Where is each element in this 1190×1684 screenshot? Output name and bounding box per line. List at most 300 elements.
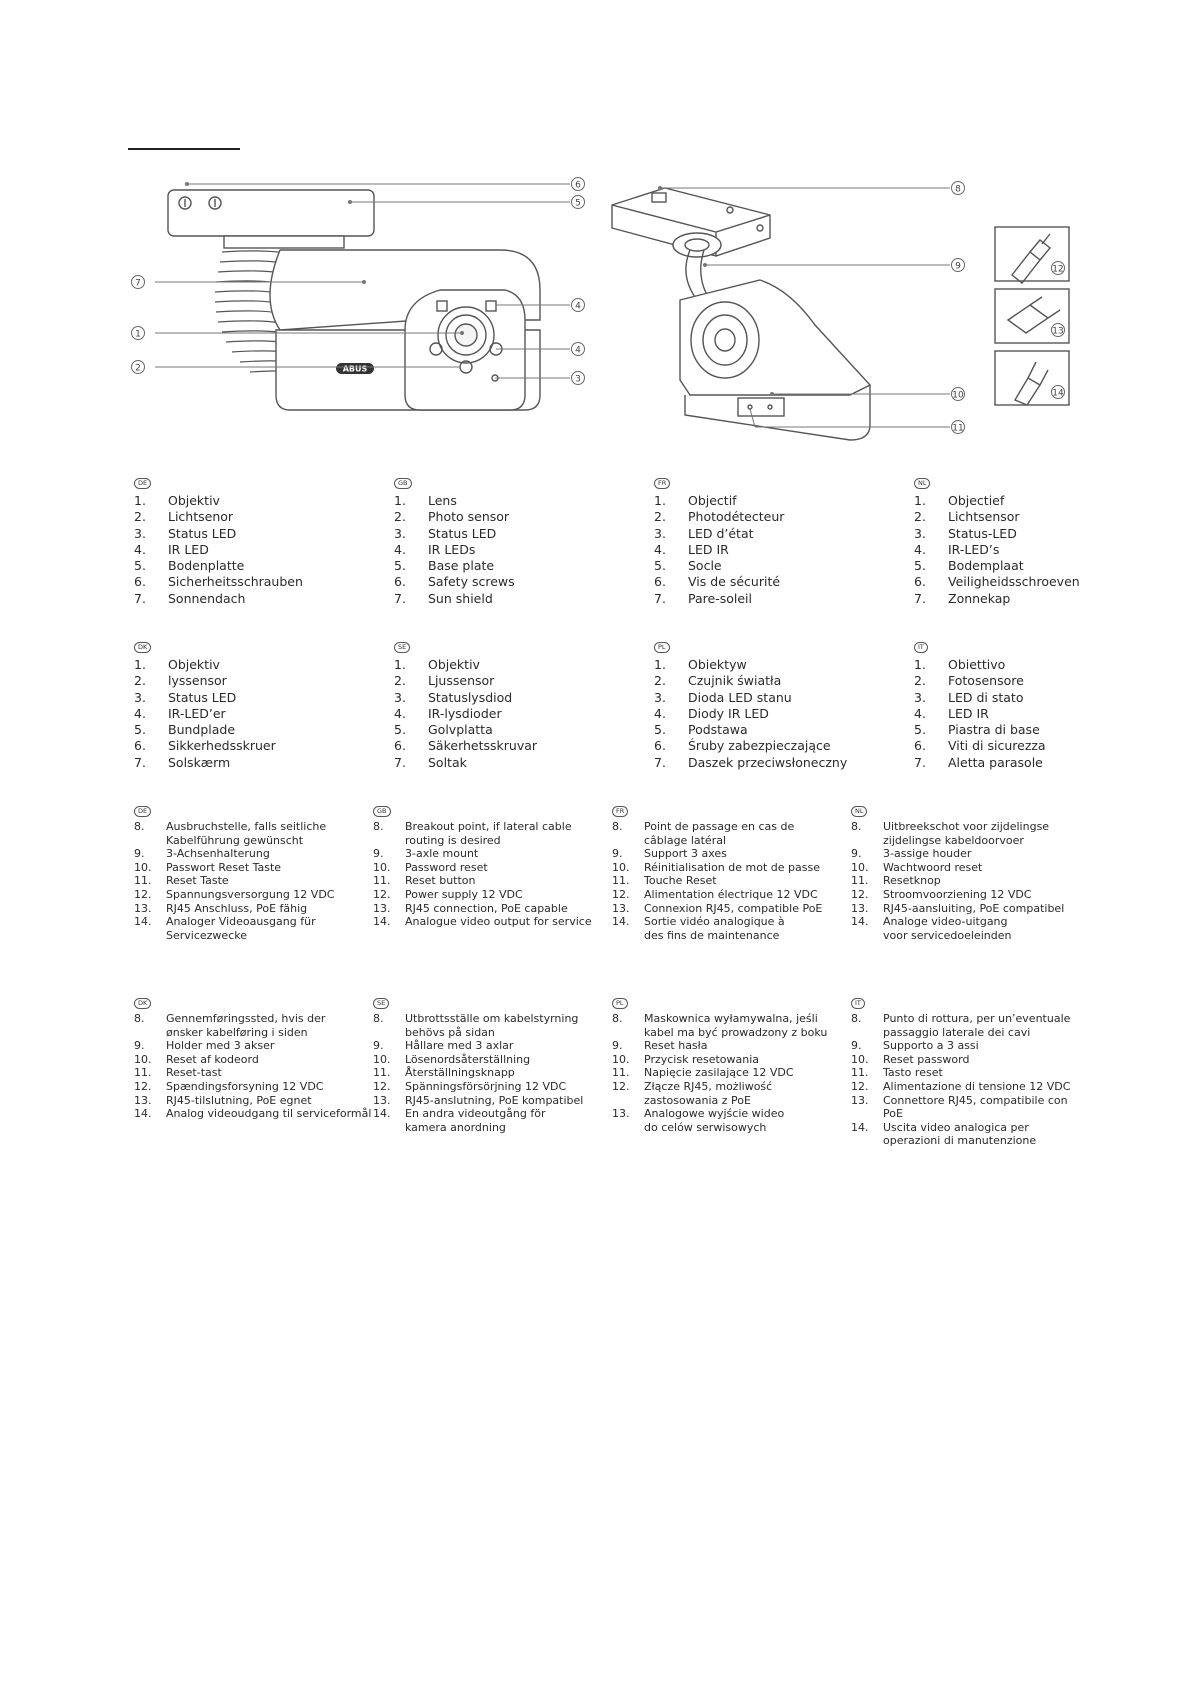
list-item bbox=[373, 1066, 612, 1080]
item-number: 9. bbox=[851, 1039, 862, 1053]
item-number: 14. bbox=[134, 915, 152, 929]
item-label: LED d’état bbox=[688, 525, 754, 541]
parts-list-gb-rear bbox=[373, 798, 618, 929]
item-number: 7. bbox=[134, 590, 146, 606]
list-item bbox=[654, 657, 847, 673]
item-label: Reset-tast bbox=[166, 1066, 222, 1080]
parts-list-nl bbox=[914, 470, 1080, 607]
item-label: Solskærm bbox=[168, 754, 231, 770]
list-item bbox=[134, 1012, 373, 1039]
list-item bbox=[914, 558, 1080, 574]
list-item bbox=[654, 591, 784, 607]
item-label: Photodétecteur bbox=[688, 509, 785, 525]
flag-label: NL bbox=[851, 806, 867, 817]
item-number: 13. bbox=[134, 901, 152, 915]
list-item bbox=[851, 1039, 1090, 1053]
item-label: IR LEDs bbox=[428, 541, 476, 557]
parts-list-nl-rear bbox=[851, 798, 1086, 942]
parts-list-pl bbox=[654, 634, 847, 771]
item-label: Piastra di base bbox=[948, 722, 1040, 738]
list-item bbox=[654, 690, 847, 706]
item-number: 3. bbox=[134, 525, 146, 541]
parts-list-de bbox=[134, 470, 303, 607]
svg-text:5: 5 bbox=[575, 198, 581, 209]
item-number: 13. bbox=[134, 1093, 152, 1107]
item-number: 9. bbox=[134, 1039, 145, 1053]
item-label: Diody IR LED bbox=[688, 705, 769, 721]
item-label: Socle bbox=[688, 558, 722, 574]
item-number: 8. bbox=[612, 1012, 623, 1025]
item-label: Analogowe wyjście wideo do celów serwisowych bbox=[644, 1107, 785, 1134]
list-item bbox=[134, 755, 276, 771]
parts-list-fr-rear bbox=[612, 798, 847, 942]
flag-label: NL bbox=[914, 478, 930, 489]
item-number: 7. bbox=[394, 754, 406, 770]
item-label: Sortie vidéo analogique à des fins de maintenance bbox=[644, 915, 785, 942]
item-label: Connettore RJ45, compatibile con PoE bbox=[883, 1093, 1068, 1121]
list-item bbox=[851, 1094, 1090, 1121]
item-number: 14. bbox=[134, 1107, 152, 1121]
list-item bbox=[851, 1012, 1090, 1039]
item-label: Pare-soleil bbox=[688, 590, 752, 606]
item-label: Lens bbox=[428, 493, 457, 508]
list-item bbox=[612, 902, 847, 916]
item-number: 6. bbox=[654, 738, 666, 754]
list-item bbox=[914, 722, 1046, 738]
parts-list-fr bbox=[654, 470, 784, 607]
parts-items bbox=[914, 493, 1080, 607]
list-item bbox=[373, 1080, 612, 1094]
svg-text:4: 4 bbox=[575, 345, 581, 356]
item-label: Objectif bbox=[688, 493, 737, 508]
parts-items bbox=[134, 657, 276, 771]
item-label: Support 3 axes bbox=[644, 847, 727, 861]
item-label: Analog videoudgang til serviceformål bbox=[166, 1107, 372, 1121]
flag-label: DE bbox=[134, 806, 151, 817]
item-label: LED IR bbox=[688, 541, 729, 557]
item-number: 1. bbox=[134, 493, 146, 508]
item-label: Hållare med 3 axlar bbox=[405, 1039, 514, 1053]
item-label: IR-lysdioder bbox=[428, 705, 502, 721]
item-label: Reset hasła bbox=[644, 1039, 708, 1053]
item-label: Spannungsversorgung 12 VDC bbox=[166, 887, 335, 901]
item-label: Viti di sicurezza bbox=[948, 738, 1046, 754]
item-label: 3-axle mount bbox=[405, 847, 479, 861]
list-item bbox=[654, 738, 847, 754]
list-item bbox=[373, 1053, 612, 1067]
list-item bbox=[134, 657, 276, 673]
item-label: Daszek przeciwsłoneczny bbox=[688, 754, 848, 770]
parts-items bbox=[654, 657, 847, 771]
list-item bbox=[134, 722, 276, 738]
item-number: 6. bbox=[394, 738, 406, 754]
parts-items bbox=[134, 1012, 373, 1121]
svg-text:9: 9 bbox=[955, 261, 961, 272]
item-number: 7. bbox=[914, 754, 926, 770]
list-item bbox=[394, 755, 537, 771]
item-label: IR-LED’er bbox=[168, 705, 226, 721]
item-label: 3-assige houder bbox=[883, 847, 972, 861]
parts-list-it-rear bbox=[851, 990, 1090, 1148]
item-number: 3. bbox=[654, 525, 666, 541]
flag-label: IT bbox=[914, 642, 928, 653]
list-item bbox=[612, 847, 847, 861]
parts-list-dk bbox=[134, 634, 276, 771]
parts-items bbox=[914, 657, 1046, 771]
flag-label: DK bbox=[134, 998, 151, 1009]
list-item bbox=[851, 874, 1086, 888]
flag-label: SE bbox=[373, 998, 389, 1009]
item-number: 13. bbox=[612, 901, 630, 915]
item-label: Uscita video analogica per operazioni di manutenzione bbox=[883, 1120, 1037, 1148]
item-number: 11. bbox=[134, 874, 152, 888]
item-number: 6. bbox=[134, 574, 146, 590]
item-label: Utbrottsställe om kabelstyrning behövs på sidan bbox=[405, 1012, 579, 1039]
item-label: RJ45-aansluiting, PoE compatibel bbox=[883, 901, 1065, 915]
item-label: Gennemføringssted, hvis der ønsker kabelføring i siden bbox=[166, 1012, 326, 1039]
list-item bbox=[612, 1080, 851, 1107]
item-number: 2. bbox=[654, 509, 666, 525]
svg-text:7: 7 bbox=[135, 278, 141, 289]
item-number: 9. bbox=[612, 847, 623, 861]
item-label: 3-Achsenhalterung bbox=[166, 847, 270, 861]
item-label: En andra videoutgång för kamera anordning bbox=[405, 1107, 546, 1134]
list-item bbox=[134, 1094, 373, 1108]
item-number: 1. bbox=[394, 657, 406, 672]
list-item bbox=[914, 591, 1080, 607]
item-number: 9. bbox=[373, 1039, 384, 1053]
list-item bbox=[851, 1121, 1090, 1148]
item-label: Passwort Reset Taste bbox=[166, 860, 282, 874]
list-item bbox=[394, 722, 537, 738]
item-number: 4. bbox=[654, 705, 666, 721]
list-item bbox=[373, 1107, 612, 1134]
item-label: Veiligheidsschroeven bbox=[948, 574, 1080, 590]
item-number: 6. bbox=[914, 574, 926, 590]
camera-rear-view bbox=[612, 182, 1069, 441]
item-label: Bundplade bbox=[168, 722, 236, 738]
item-label: Podstawa bbox=[688, 722, 748, 738]
item-label: Base plate bbox=[428, 558, 495, 574]
item-number: 8. bbox=[134, 820, 145, 833]
list-item bbox=[851, 1080, 1090, 1094]
item-number: 13. bbox=[612, 1107, 630, 1121]
item-number: 13. bbox=[851, 1093, 869, 1107]
svg-text:11: 11 bbox=[952, 423, 964, 434]
item-number: 14. bbox=[851, 915, 869, 929]
item-label: Obiektyw bbox=[688, 657, 747, 672]
item-number: 5. bbox=[654, 558, 666, 574]
item-number: 13. bbox=[851, 901, 869, 915]
parts-list-de-rear bbox=[134, 798, 369, 942]
item-label: Reset af kodeord bbox=[166, 1052, 259, 1066]
item-number: 12. bbox=[134, 887, 152, 901]
list-item bbox=[654, 526, 784, 542]
item-number: 7. bbox=[654, 590, 666, 606]
item-number: 8. bbox=[134, 1012, 145, 1025]
list-item bbox=[394, 509, 515, 525]
list-item bbox=[914, 755, 1046, 771]
flag-label: GB bbox=[373, 806, 391, 817]
list-item bbox=[654, 722, 847, 738]
list-item bbox=[373, 1039, 612, 1053]
list-item bbox=[394, 574, 515, 590]
list-item bbox=[914, 738, 1046, 754]
list-item bbox=[914, 509, 1080, 525]
item-number: 6. bbox=[654, 574, 666, 590]
item-label: Lichtsensor bbox=[948, 509, 1020, 525]
item-number: 7. bbox=[394, 590, 406, 606]
list-item bbox=[134, 526, 303, 542]
list-item bbox=[914, 526, 1080, 542]
list-item bbox=[373, 915, 618, 929]
item-number: 1. bbox=[914, 493, 926, 508]
item-label: Lichtsenor bbox=[168, 509, 234, 525]
item-label: Punto di rottura, per un’eventuale passaggio laterale dei cavi bbox=[883, 1012, 1071, 1039]
item-number: 12. bbox=[134, 1079, 152, 1093]
parts-items bbox=[134, 493, 303, 607]
item-label: Vis de sécurité bbox=[688, 574, 781, 590]
list-item bbox=[914, 706, 1046, 722]
list-item bbox=[134, 542, 303, 558]
list-item bbox=[134, 1039, 373, 1053]
item-number: 11. bbox=[851, 1066, 869, 1080]
list-item bbox=[851, 1053, 1090, 1067]
item-number: 11. bbox=[373, 1066, 391, 1080]
item-label: Safety screws bbox=[428, 574, 515, 590]
svg-text:10: 10 bbox=[952, 390, 964, 401]
item-number: 5. bbox=[394, 722, 406, 738]
item-label: Power supply 12 VDC bbox=[405, 887, 523, 901]
list-item bbox=[373, 902, 618, 916]
list-item bbox=[134, 1053, 373, 1067]
item-number: 5. bbox=[134, 558, 146, 574]
svg-text:2: 2 bbox=[135, 363, 141, 374]
item-number: 11. bbox=[851, 874, 869, 888]
list-item bbox=[914, 690, 1046, 706]
item-number: 14. bbox=[373, 1107, 391, 1121]
item-label: RJ45 Anschluss, PoE fähig bbox=[166, 901, 308, 915]
list-item bbox=[612, 861, 847, 875]
list-item bbox=[134, 1080, 373, 1094]
item-number: 13. bbox=[373, 1093, 391, 1107]
item-label: Objektiv bbox=[168, 657, 220, 672]
parts-items bbox=[612, 820, 847, 942]
item-number: 2. bbox=[134, 509, 146, 525]
item-number: 10. bbox=[612, 1052, 630, 1066]
item-label: Analogue video output for service bbox=[405, 915, 592, 929]
list-item bbox=[134, 1066, 373, 1080]
svg-text:12: 12 bbox=[1052, 264, 1064, 275]
svg-text:14: 14 bbox=[1052, 388, 1064, 399]
item-label: Sikkerhedsskruer bbox=[168, 738, 276, 754]
list-item bbox=[394, 526, 515, 542]
list-item bbox=[851, 888, 1086, 902]
list-item bbox=[654, 509, 784, 525]
parts-items bbox=[394, 493, 515, 607]
item-number: 1. bbox=[394, 493, 406, 508]
list-item bbox=[394, 706, 537, 722]
item-label: Aletta parasole bbox=[948, 754, 1043, 770]
item-number: 4. bbox=[394, 705, 406, 721]
list-item bbox=[373, 1094, 612, 1108]
item-number: 11. bbox=[612, 874, 630, 888]
parts-list-gb bbox=[394, 470, 515, 607]
list-item bbox=[612, 1066, 851, 1080]
list-item bbox=[394, 738, 537, 754]
list-item bbox=[134, 820, 369, 847]
list-item bbox=[134, 673, 276, 689]
item-label: Password reset bbox=[405, 860, 488, 874]
item-label: Dioda LED stanu bbox=[688, 689, 792, 705]
item-number: 6. bbox=[914, 738, 926, 754]
list-item bbox=[612, 820, 847, 847]
item-label: Touche Reset bbox=[644, 874, 717, 888]
item-number: 6. bbox=[134, 738, 146, 754]
item-number: 8. bbox=[373, 1012, 384, 1025]
item-label: Golvplatta bbox=[428, 722, 493, 738]
list-item bbox=[914, 574, 1080, 590]
item-label: Uitbreekschot voor zijdelingse zijdelingse kabeldoorvoer bbox=[883, 820, 1050, 847]
item-label: Status-LED bbox=[948, 525, 1017, 541]
item-label: LED di stato bbox=[948, 689, 1024, 705]
item-number: 5. bbox=[134, 722, 146, 738]
item-label: Connexion RJ45, compatible PoE bbox=[644, 901, 823, 915]
item-number: 14. bbox=[373, 915, 391, 929]
list-item bbox=[851, 902, 1086, 916]
list-item bbox=[134, 888, 369, 902]
item-number: 8. bbox=[373, 820, 384, 833]
item-label: Bodenplatte bbox=[168, 558, 245, 574]
item-label: Réinitialisation de mot de passe bbox=[644, 860, 820, 874]
item-number: 7. bbox=[654, 754, 666, 770]
item-number: 2. bbox=[654, 673, 666, 689]
item-label: Holder med 3 akser bbox=[166, 1039, 275, 1053]
item-label: Återställningsknapp bbox=[405, 1066, 515, 1080]
item-label: Supporto a 3 assi bbox=[883, 1039, 979, 1053]
item-number: 10. bbox=[851, 860, 869, 874]
item-label: Czujnik światła bbox=[688, 673, 782, 689]
item-number: 4. bbox=[394, 541, 406, 557]
svg-text:3: 3 bbox=[575, 374, 581, 385]
item-number: 5. bbox=[914, 558, 926, 574]
item-number: 9. bbox=[373, 847, 384, 861]
parts-items bbox=[851, 820, 1086, 942]
item-number: 12. bbox=[851, 887, 869, 901]
list-item bbox=[851, 915, 1086, 942]
item-number: 12. bbox=[612, 887, 630, 901]
parts-items bbox=[373, 820, 618, 929]
list-item bbox=[394, 558, 515, 574]
item-label: Photo sensor bbox=[428, 509, 510, 525]
list-item bbox=[134, 902, 369, 916]
flag-label: PL bbox=[612, 998, 628, 1009]
list-item bbox=[914, 673, 1046, 689]
parts-items bbox=[612, 1012, 851, 1134]
item-label: Analoge video-uitgang voor servicedoeleinden bbox=[883, 915, 1012, 942]
item-number: 12. bbox=[612, 1079, 630, 1093]
item-label: Sun shield bbox=[428, 590, 493, 606]
list-item bbox=[394, 542, 515, 558]
item-number: 7. bbox=[134, 754, 146, 770]
item-number: 8. bbox=[851, 1012, 862, 1025]
item-number: 2. bbox=[914, 509, 926, 525]
item-label: Reset button bbox=[405, 874, 476, 888]
item-label: Resetknop bbox=[883, 874, 941, 888]
list-item bbox=[134, 861, 369, 875]
item-label: Bodemplaat bbox=[948, 558, 1024, 574]
list-item bbox=[851, 1066, 1090, 1080]
item-label: Sonnendach bbox=[168, 590, 246, 606]
camera-side-view bbox=[132, 178, 585, 411]
item-number: 10. bbox=[134, 860, 152, 874]
item-label: Objektiv bbox=[168, 493, 220, 508]
list-item bbox=[134, 493, 303, 509]
item-label: Spänningsförsörjning 12 VDC bbox=[405, 1079, 567, 1093]
item-number: 1. bbox=[134, 657, 146, 672]
item-number: 7. bbox=[914, 590, 926, 606]
item-number: 10. bbox=[373, 1052, 391, 1066]
item-label: Złącze RJ45, możliwość zastosowania z PoE bbox=[644, 1079, 773, 1107]
list-item bbox=[373, 1012, 612, 1039]
list-item bbox=[373, 847, 618, 861]
item-number: 5. bbox=[394, 558, 406, 574]
item-label: Säkerhetsskruvar bbox=[428, 738, 538, 754]
item-number: 10. bbox=[134, 1052, 152, 1066]
item-number: 5. bbox=[654, 722, 666, 738]
item-number: 3. bbox=[914, 525, 926, 541]
item-label: Sicherheitsschrauben bbox=[168, 574, 303, 590]
item-label: Soltak bbox=[428, 754, 467, 770]
item-label: Reset Taste bbox=[166, 874, 229, 888]
parts-list-se bbox=[394, 634, 537, 771]
svg-text:6: 6 bbox=[575, 180, 581, 191]
item-label: Statuslysdiod bbox=[428, 689, 513, 705]
list-item bbox=[851, 847, 1086, 861]
flag-label: IT bbox=[851, 998, 865, 1009]
list-item bbox=[612, 1039, 851, 1053]
item-label: Zonnekap bbox=[948, 590, 1011, 606]
item-label: Alimentation électrique 12 VDC bbox=[644, 887, 818, 901]
item-number: 3. bbox=[134, 689, 146, 705]
list-item bbox=[373, 874, 618, 888]
item-number: 5. bbox=[914, 722, 926, 738]
item-number: 4. bbox=[654, 541, 666, 557]
item-number: 14. bbox=[612, 915, 630, 929]
item-number: 9. bbox=[612, 1039, 623, 1053]
flag-label: DK bbox=[134, 642, 151, 653]
list-item bbox=[373, 861, 618, 875]
item-label: Ausbruchstelle, falls seitliche Kabelführung gewünscht bbox=[166, 820, 327, 847]
item-label: IR-LED’s bbox=[948, 541, 1000, 557]
item-label: Analoger Videoausgang für Servicezwecke bbox=[166, 915, 316, 942]
list-item bbox=[612, 1053, 851, 1067]
flag-label: SE bbox=[394, 642, 410, 653]
item-number: 9. bbox=[134, 847, 145, 861]
list-item bbox=[373, 820, 618, 847]
item-label: Przycisk resetowania bbox=[644, 1052, 760, 1066]
item-number: 1. bbox=[914, 657, 926, 672]
list-item bbox=[654, 542, 784, 558]
list-item bbox=[134, 690, 276, 706]
list-item bbox=[134, 574, 303, 590]
item-number: 14. bbox=[851, 1120, 869, 1134]
list-item bbox=[654, 493, 784, 509]
list-item bbox=[851, 820, 1086, 847]
item-number: 2. bbox=[914, 673, 926, 689]
list-item bbox=[612, 915, 847, 942]
list-item bbox=[134, 558, 303, 574]
